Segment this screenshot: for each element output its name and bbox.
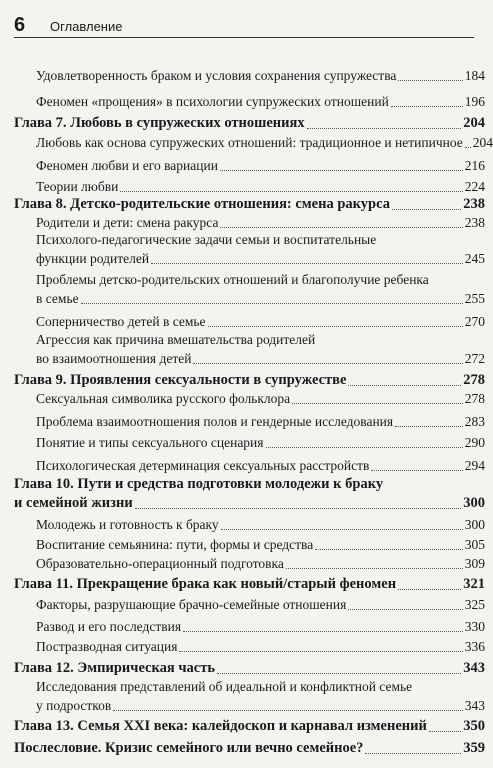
dot-leader xyxy=(217,673,461,674)
toc-section-entry xyxy=(0,93,493,112)
toc-page-number: 330 xyxy=(464,619,485,634)
toc-page-number: 336 xyxy=(464,639,485,654)
toc-entry-title: Глава 11. Прекращение брака как новый/старый феномен xyxy=(14,576,397,592)
dot-leader xyxy=(315,549,463,550)
toc-page-number: 238 xyxy=(464,215,485,230)
toc-page-number: 343 xyxy=(464,698,485,713)
toc-entry-title: Психолого-педагогические задачи семьи и воспитательные xyxy=(36,232,377,247)
toc-page-number: 321 xyxy=(463,576,485,592)
toc-page-number: 290 xyxy=(464,435,485,450)
toc-chapter-entry xyxy=(0,476,493,514)
toc-page-number: 204 xyxy=(463,115,485,131)
toc-page-number: 204 xyxy=(472,135,493,150)
toc-chapter-entry xyxy=(0,372,493,391)
toc-section-entry xyxy=(0,178,493,197)
toc-entry-title: Сексуальная символика русского фольклора xyxy=(36,391,291,406)
toc-entry-title: Глава 8. Детско-родительские отношения: смена ракурса xyxy=(14,196,390,212)
toc-entry-title: Молодежь и готовность к браку xyxy=(36,517,219,532)
toc-page-number: 216 xyxy=(464,158,485,173)
toc-entry-title: Родители и дети: смена ракурса xyxy=(36,215,219,230)
dot-leader xyxy=(348,385,461,386)
toc-section-entry xyxy=(0,516,493,535)
toc-entry-title: Агрессия как причина вмешательства родителей xyxy=(36,332,316,347)
toc-entry-title: функции родителей xyxy=(36,251,150,266)
toc-entry-title: Соперничество детей в семье xyxy=(36,314,206,329)
dot-leader xyxy=(371,470,462,471)
dot-leader xyxy=(135,508,462,509)
dot-leader xyxy=(193,363,462,364)
dot-leader xyxy=(292,403,463,404)
toc-page-number: 309 xyxy=(464,556,485,571)
toc-page-number: 224 xyxy=(464,179,485,194)
dot-leader xyxy=(286,568,463,569)
toc-page-number: 184 xyxy=(464,68,485,83)
toc-section-entry xyxy=(0,638,493,657)
toc-entry-title: Феномен любви и его вариации xyxy=(36,158,218,173)
toc-entry-title: Глава 7. Любовь в супружеских отношениях xyxy=(14,115,305,131)
toc-section-entry xyxy=(0,536,493,555)
dot-leader xyxy=(266,447,463,448)
toc-section-entry xyxy=(0,678,493,716)
dot-leader xyxy=(307,128,462,129)
toc-entry-title: Глава 9. Проявления сексуальности в супружестве xyxy=(14,372,347,388)
toc-entry-title: и семейной жизни xyxy=(14,495,133,511)
toc-section-entry xyxy=(0,457,493,476)
toc-section-entry xyxy=(0,271,493,309)
toc-section-entry xyxy=(0,618,493,637)
toc-page-number: 325 xyxy=(464,597,485,612)
toc-entry-title: Понятие и типы сексуального сценария xyxy=(36,435,264,450)
toc-page-number: 305 xyxy=(464,537,485,552)
dot-leader xyxy=(348,609,462,610)
toc-entry-title: Глава 12. Эмпирическая часть xyxy=(14,660,216,676)
dot-leader xyxy=(113,710,462,711)
toc-entry-title: Образовательно-операционный подготовка xyxy=(36,556,284,571)
toc-section-entry xyxy=(0,390,493,409)
toc-section-entry xyxy=(0,596,493,615)
toc-entry-title: Исследования представлений об идеальной и конфликтной семье xyxy=(36,679,413,694)
toc-entry-title: у подростков xyxy=(36,698,112,713)
toc-section-entry xyxy=(0,331,493,369)
dot-leader xyxy=(220,170,463,171)
toc-chapter-entry xyxy=(0,740,493,759)
dot-leader xyxy=(395,426,463,427)
toc-page-number: 196 xyxy=(464,94,485,109)
toc-entry-title: Удовлетворенность браком и условия сохранения супружества xyxy=(36,68,397,83)
toc-entry-title: Постразводная ситуация xyxy=(36,639,178,654)
toc-section-entry xyxy=(0,413,493,432)
toc-chapter-entry xyxy=(0,576,493,595)
dot-leader xyxy=(465,147,471,148)
toc-page-number: 278 xyxy=(464,391,485,406)
toc-entry-title: Проблема взаимоотношения полов и гендерные исследования xyxy=(36,414,394,429)
toc-page-number: 300 xyxy=(464,517,485,532)
toc-page-number: 238 xyxy=(463,196,485,212)
toc-entry-title: Глава 10. Пути и средства подготовки молодежи к браку xyxy=(14,476,384,492)
toc-section-entry xyxy=(0,434,493,453)
toc-section-entry xyxy=(0,313,493,332)
dot-leader xyxy=(429,731,461,732)
toc-entry-title: Теории любви xyxy=(36,179,119,194)
toc-chapter-entry xyxy=(0,660,493,679)
dot-leader xyxy=(183,631,463,632)
toc-page-number: 255 xyxy=(464,291,485,306)
dot-leader xyxy=(81,303,463,304)
toc-section-entry xyxy=(0,157,493,176)
dot-leader xyxy=(398,80,462,81)
toc-page-number: 359 xyxy=(463,740,485,756)
toc-page-number: 245 xyxy=(464,251,485,266)
toc-entry-title: Проблемы детско-родительских отношений и благополучие ребенка xyxy=(36,272,429,287)
dot-leader xyxy=(220,227,462,228)
toc-entry-title: Послесловие. Кризис семейного или вечно семейное? xyxy=(14,740,364,756)
dot-leader xyxy=(208,326,463,327)
toc-entry-title: Любовь как основа супружеских отношений: традиционное и нетипичное xyxy=(36,135,463,150)
dot-leader xyxy=(391,106,463,107)
toc-entry-title: во взаимоотношения детей xyxy=(36,351,192,366)
section-title: Оглавление xyxy=(50,19,123,34)
toc-entry-title: Феномен «прощения» в психологии супружеских отношений xyxy=(36,94,389,109)
toc-chapter-entry xyxy=(0,115,493,134)
toc-page-number: 300 xyxy=(463,495,485,511)
page-number: 6 xyxy=(14,14,26,36)
toc-entry-title: Глава 13. Семья XXI века: калейдоскоп и карнавал изменений xyxy=(14,718,427,734)
toc-page-number: 270 xyxy=(464,314,485,329)
toc-page-number: 278 xyxy=(463,372,485,388)
toc-entry-title: Психологическая детерминация сексуальных расстройств xyxy=(36,458,370,473)
toc-entry-title: Факторы, разрушающие брачно-семейные отношения xyxy=(36,597,347,612)
toc-section-entry xyxy=(0,231,493,269)
toc-page-number: 294 xyxy=(464,458,485,473)
toc-section-entry xyxy=(0,67,493,86)
toc-section-entry xyxy=(0,555,493,574)
toc-section-entry xyxy=(0,134,493,153)
dot-leader xyxy=(221,529,463,530)
toc-page-number: 343 xyxy=(463,660,485,676)
dot-leader xyxy=(151,263,463,264)
toc-page-number: 283 xyxy=(464,414,485,429)
dot-leader xyxy=(179,651,462,652)
toc-page-number: 350 xyxy=(463,718,485,734)
toc-chapter-entry xyxy=(0,718,493,737)
toc-entry-title: Развод и его последствия xyxy=(36,619,182,634)
toc-page-number: 272 xyxy=(464,351,485,366)
toc-entry-title: в семье xyxy=(36,291,79,306)
dot-leader xyxy=(120,191,462,192)
dot-leader xyxy=(398,589,461,590)
dot-leader xyxy=(392,209,461,210)
dot-leader xyxy=(365,753,461,754)
toc-chapter-entry xyxy=(0,196,493,215)
toc-entry-title: Воспитание семьянина: пути, формы и средства xyxy=(36,537,314,552)
